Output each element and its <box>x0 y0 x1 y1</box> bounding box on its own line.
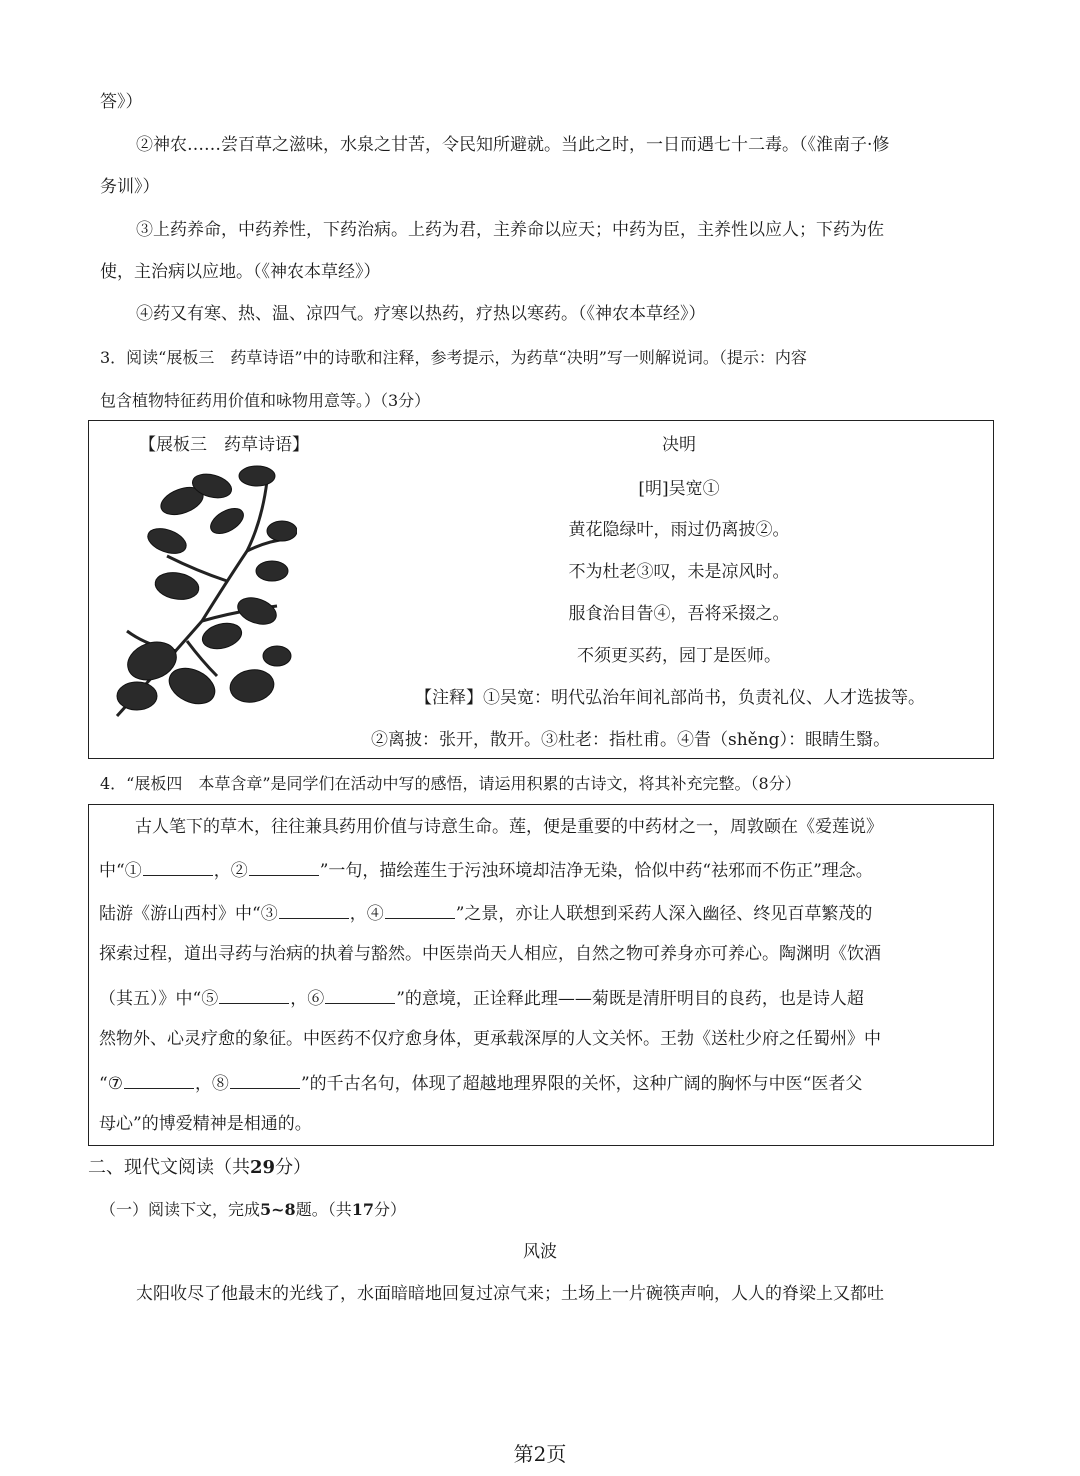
text-line: “⑦ ，⑧ ”的千古名句，体现了超越地理界限的关怀，这种广阔的胸怀与中医“医者父 <box>99 1070 862 1096</box>
poem-line: 黄花隐绿叶，雨过仍离披②。 <box>568 520 790 540</box>
panel-3-box <box>88 420 994 759</box>
text-line: 然物外、心灵疗愈的象征。中医药不仅疗愈身体，更承载深厚的人文关怀。王勃《送杜少府之任蜀州》中 <box>99 1029 881 1049</box>
panel-3-label: 【展板三 药草诗语】 <box>139 435 309 455</box>
story-text: 太阳收尽了他最末的光线了，水面暗暗地回复过凉气来；土场上一片碗筷声响，人人的脊梁上又都吐 <box>136 1284 884 1304</box>
blank-2[interactable] <box>249 857 319 876</box>
text-line: 务训》） <box>100 177 160 197</box>
text-line: 使，主治病以应地。（《神农本草经》） <box>100 262 381 282</box>
story-title: 风波 <box>523 1242 557 1262</box>
poem-line: 不为杜老③叹，未是凉风时。 <box>568 562 790 582</box>
text-line: 古人笔下的草木，往往兼具药用价值与诗意生命。莲，便是重要的中药材之一，周敦颐在《爱莲说》 <box>135 817 883 837</box>
poem-author: [明]吴宽① <box>638 479 720 499</box>
page-number: 第2页 <box>513 1442 567 1466</box>
text-line: 答》） <box>100 92 143 112</box>
text-line: 中“① ，② ”一句，描绘莲生于污浊环境却洁净无染，恰似中药“祛邪而不伤正”理念。 <box>99 857 873 883</box>
text-line: 探索过程，道出寻药与治病的执着与豁然。中医崇尚天人相应，自然之物可养身亦可养心。陶渊明《饮酒 <box>99 944 881 964</box>
panel-4-box <box>88 804 994 1146</box>
blank-5[interactable] <box>219 985 289 1004</box>
question-3-line: 3．阅读“展板三 药草诗语”中的诗歌和注释，参考提示，为药草“决明”写一则解说词。（提示：内容 <box>100 348 807 367</box>
question-4-line: 4．“展板四 本草含章”是同学们在活动中写的感悟，请运用积累的古诗文，将其补充完整。（8分） <box>100 774 801 793</box>
text-line: 陆游《游山西村》中“③ ，④ ”之景，亦让人联想到采药人深入幽径、终见百草繁茂的 <box>99 900 872 926</box>
text-line: ③上药养命，中药养性，下药治病。上药为君，主养命以应天；中药为臣，主养性以应人；下药为佐 <box>136 220 884 240</box>
blank-6[interactable] <box>325 985 395 1004</box>
text-line: ②神农……尝百草之滋味，水泉之甘苦，令民知所避就。当此之时，一日而遇七十二毒。（《淮南子·修 <box>136 135 890 155</box>
blank-1[interactable] <box>143 857 213 876</box>
question-3-line: 包含植物特征药用价值和咏物用意等。）（3分） <box>100 391 431 410</box>
poem-title: 决明 <box>662 435 696 455</box>
poem-line: 不须更买药，园丁是医师。 <box>577 646 781 666</box>
section-2-title: 二、现代文阅读（共29分） <box>88 1157 312 1178</box>
section-2-subtitle: （一）阅读下文，完成5~8题。（共17分） <box>100 1200 406 1219</box>
poem-note: ②离披：张开，散开。③杜老：指杜甫。④眚（shěng）：眼睛生翳。 <box>371 730 891 750</box>
cassia-plant-illustration <box>107 461 297 721</box>
poem-line: 服食治目眚④，吾将采掇之。 <box>568 604 790 624</box>
blank-7[interactable] <box>124 1070 194 1089</box>
text-line: ④药又有寒、热、温、凉四气。疗寒以热药，疗热以寒药。（《神农本草经》） <box>136 304 706 324</box>
text-line: （其五）》中“⑤ ，⑥ ”的意境，正诠释此理——菊既是清肝明目的良药，也是诗人超 <box>99 985 864 1011</box>
poem-note: 【注释】①吴宽：明代弘治年间礼部尚书，负责礼仪、人才选拔等。 <box>415 688 925 708</box>
blank-3[interactable] <box>279 900 349 919</box>
blank-8[interactable] <box>230 1070 300 1089</box>
text-line: 母心”的博爱精神是相通的。 <box>99 1114 312 1134</box>
blank-4[interactable] <box>385 900 455 919</box>
